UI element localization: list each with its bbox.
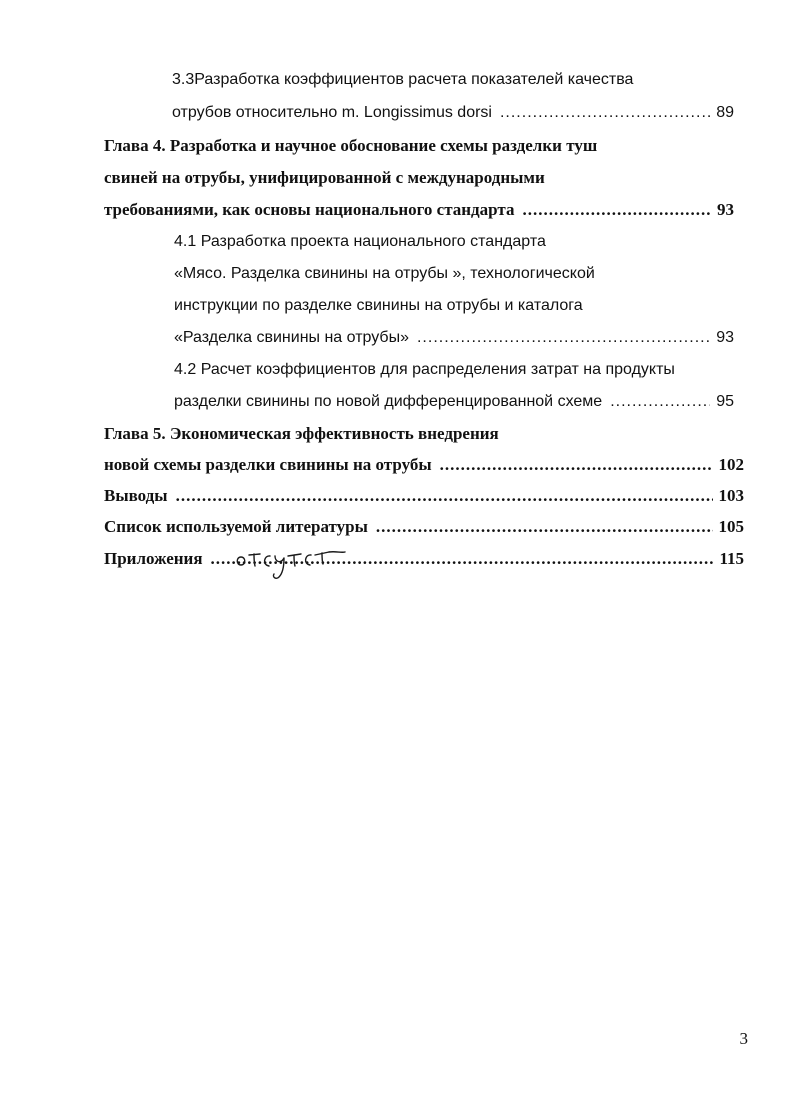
toc-conclusions-label: Выводы bbox=[104, 486, 168, 505]
toc-ch5-line1: Глава 5. Экономическая эффективность внедрения bbox=[104, 424, 499, 443]
toc-ch5-page: 102 bbox=[718, 455, 744, 474]
toc-3-3-line1: 3.3Разработка коэффициентов расчета показателей качества bbox=[172, 71, 634, 88]
toc-4-1-line2: «Мясо. Разделка свинины на отрубы », технологической bbox=[174, 265, 595, 282]
toc-appendices-page: 115 bbox=[719, 549, 744, 568]
toc-ch4-line2: свиней на отрубы, унифицированной с международными bbox=[104, 168, 545, 187]
toc-ch4-line3: требованиями, как основы национального стандарта bbox=[104, 200, 515, 219]
toc-4-1-line3: инструкции по разделке свинины на отрубы и каталога bbox=[174, 297, 583, 314]
toc-entry-4-1[interactable] bbox=[174, 327, 734, 349]
toc-references-page: 105 bbox=[718, 517, 744, 536]
toc-4-2-page: 95 bbox=[716, 393, 734, 410]
dot-leader bbox=[440, 454, 713, 476]
toc-entry-4-2[interactable] bbox=[174, 391, 734, 413]
toc-4-1-line1: 4.1 Разработка проекта национального стандарта bbox=[174, 233, 546, 250]
toc-4-1-page: 93 bbox=[716, 329, 734, 346]
toc-entry-conclusions[interactable] bbox=[104, 485, 744, 507]
toc-3-3-page: 89 bbox=[716, 104, 734, 121]
toc-ch4-line1: Глава 4. Разработка и научное обоснование схемы разделки туш bbox=[104, 136, 598, 155]
dot-leader bbox=[176, 485, 713, 507]
dot-leader bbox=[376, 516, 713, 538]
toc-4-1-line4: «Разделка свинины на отрубы» bbox=[174, 329, 409, 346]
dot-leader bbox=[500, 102, 710, 124]
toc-ch5-line2: новой схемы разделки свинины на отрубы bbox=[104, 455, 432, 474]
toc-4-2-line2: разделки свинины по новой дифференцированной схеме bbox=[174, 393, 603, 410]
toc-conclusions-page: 103 bbox=[718, 486, 744, 505]
dot-leader bbox=[610, 391, 710, 413]
toc-4-2-line1: 4.2 Расчет коэффициентов для распределения затрат на продукты bbox=[174, 361, 675, 378]
toc-appendices-label: Приложения bbox=[104, 549, 203, 568]
page-number: 3 bbox=[739, 1029, 748, 1048]
toc-entry-ch4[interactable] bbox=[104, 199, 734, 221]
toc-entry-appendices[interactable] bbox=[104, 548, 744, 570]
dot-leader bbox=[522, 199, 711, 221]
toc-3-3-line2: отрубов относительно m. Longissimus dorsi bbox=[172, 104, 492, 121]
toc-entry-3-3[interactable] bbox=[172, 102, 734, 124]
dot-leader bbox=[417, 327, 710, 349]
toc-ch4-page: 93 bbox=[717, 200, 734, 219]
toc-entry-ch5[interactable] bbox=[104, 454, 744, 476]
handwritten-note-signature bbox=[233, 543, 353, 583]
toc-entry-references[interactable] bbox=[104, 516, 744, 538]
toc-references-label: Список используемой литературы bbox=[104, 517, 368, 536]
